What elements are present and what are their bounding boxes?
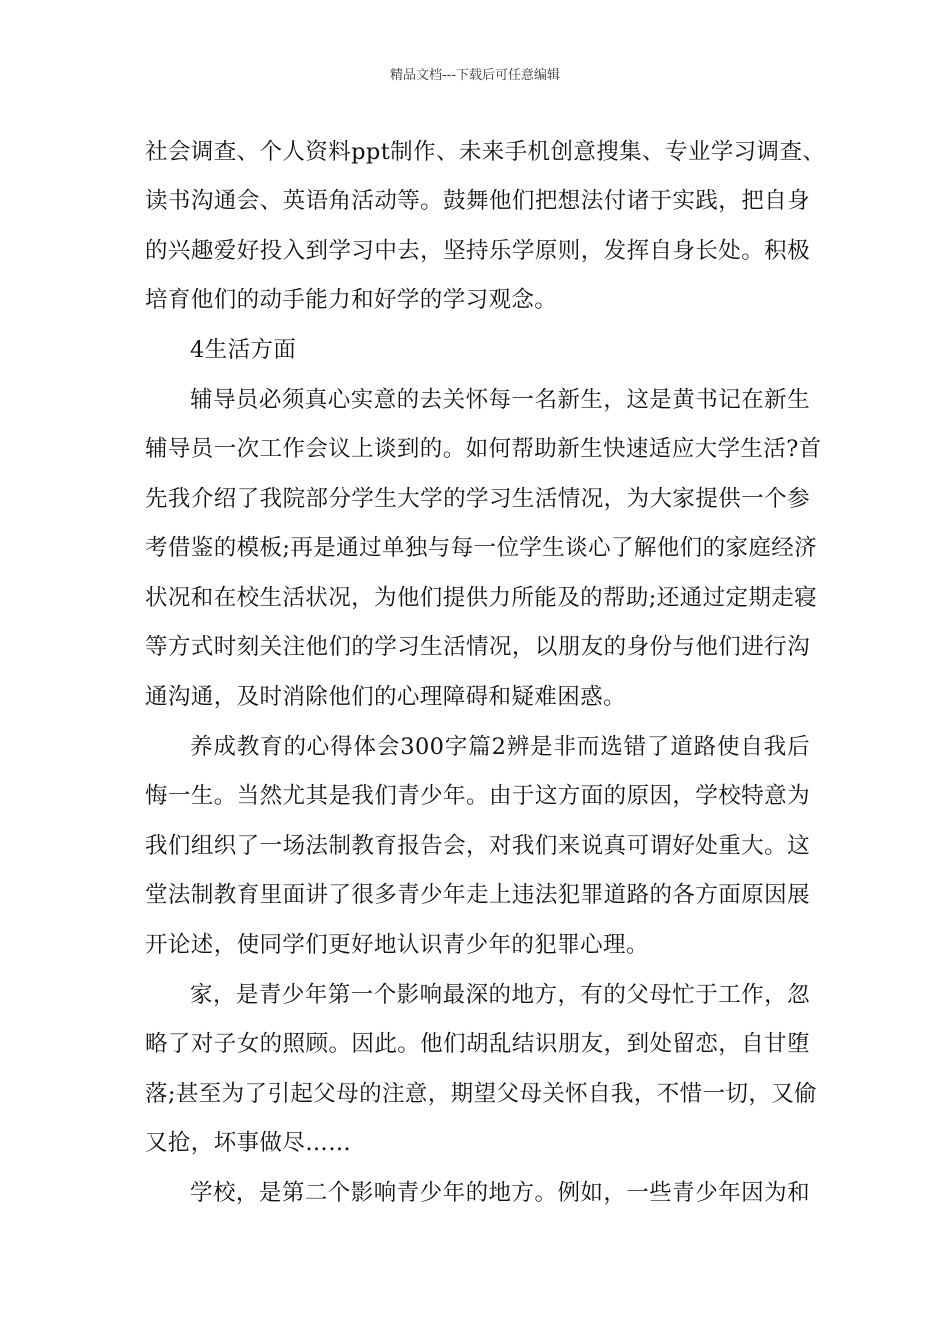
section-heading: 4生活方面 — [190, 337, 297, 363]
text-line: 我们组织了一场法制教育报告会，对我们来说真可谓好处重大。这 — [145, 833, 810, 859]
text-line: 通沟通，及时消除他们的心理障碍和疑难困惑。 — [145, 684, 626, 710]
text-line: 落;甚至为了引起父母的注意，期望父母关怀自我，不惜一切，又偷 — [145, 1081, 818, 1107]
text-line: 等方式时刻关注他们的学习生活情况，以朋友的身份与他们进行沟 — [145, 634, 810, 660]
text-line: 社会调查、个人资料ppt制作、未来手机创意搜集、专业学习调查、 — [145, 139, 826, 165]
paragraph-first-line: 养成教育的心得体会300字篇2辨是非而选错了道路使自我后 — [190, 734, 810, 760]
text-line: 状况和在校生活状况，为他们提供力所能及的帮助;还通过定期走寝 — [145, 585, 818, 611]
text-line: 读书沟通会、英语角活动等。鼓舞他们把想法付诸于实践，把自身 — [145, 188, 810, 214]
text-line: 悔一生。当然尤其是我们青少年。由于这方面的原因，学校特意为 — [145, 783, 810, 809]
text-line: 先我介绍了我院部分学生大学的学习生活情况，为大家提供一个参 — [145, 486, 810, 512]
text-line: 的兴趣爱好投入到学习中去，坚持乐学原则，发挥自身长处。积极 — [145, 238, 810, 264]
page-header: 精品文档---下载后可任意编辑 — [389, 68, 561, 83]
text-line: 堂法制教育里面讲了很多青少年走上违法犯罪道路的各方面原因展 — [145, 882, 810, 908]
paragraph-first-line: 家，是青少年第一个影响最深的地方，有的父母忙于工作，忽 — [190, 982, 810, 1008]
text-line: 略了对子女的照顾。因此。他们胡乱结识朋友，到处留恋，自甘堕 — [145, 1031, 810, 1057]
text-line: 考借鉴的模板;再是通过单独与每一位学生谈心了解他们的家庭经济 — [145, 535, 818, 561]
text-line: 开论述，使同学们更好地认识青少年的犯罪心理。 — [145, 932, 649, 958]
text-line: 辅导员一次工作会议上谈到的。如何帮助新生快速适应大学生活?首 — [145, 436, 822, 462]
paragraph-first-line: 辅导员必须真心实意的去关怀每一名新生，这是黄书记在新生 — [190, 387, 810, 413]
text-line: 培育他们的动手能力和好学的学习观念。 — [145, 287, 558, 313]
text-line: 又抢，坏事做尽…… — [145, 1130, 352, 1156]
paragraph-first-line: 学校，是第二个影响青少年的地方。例如，一些青少年因为和 — [190, 1180, 810, 1206]
